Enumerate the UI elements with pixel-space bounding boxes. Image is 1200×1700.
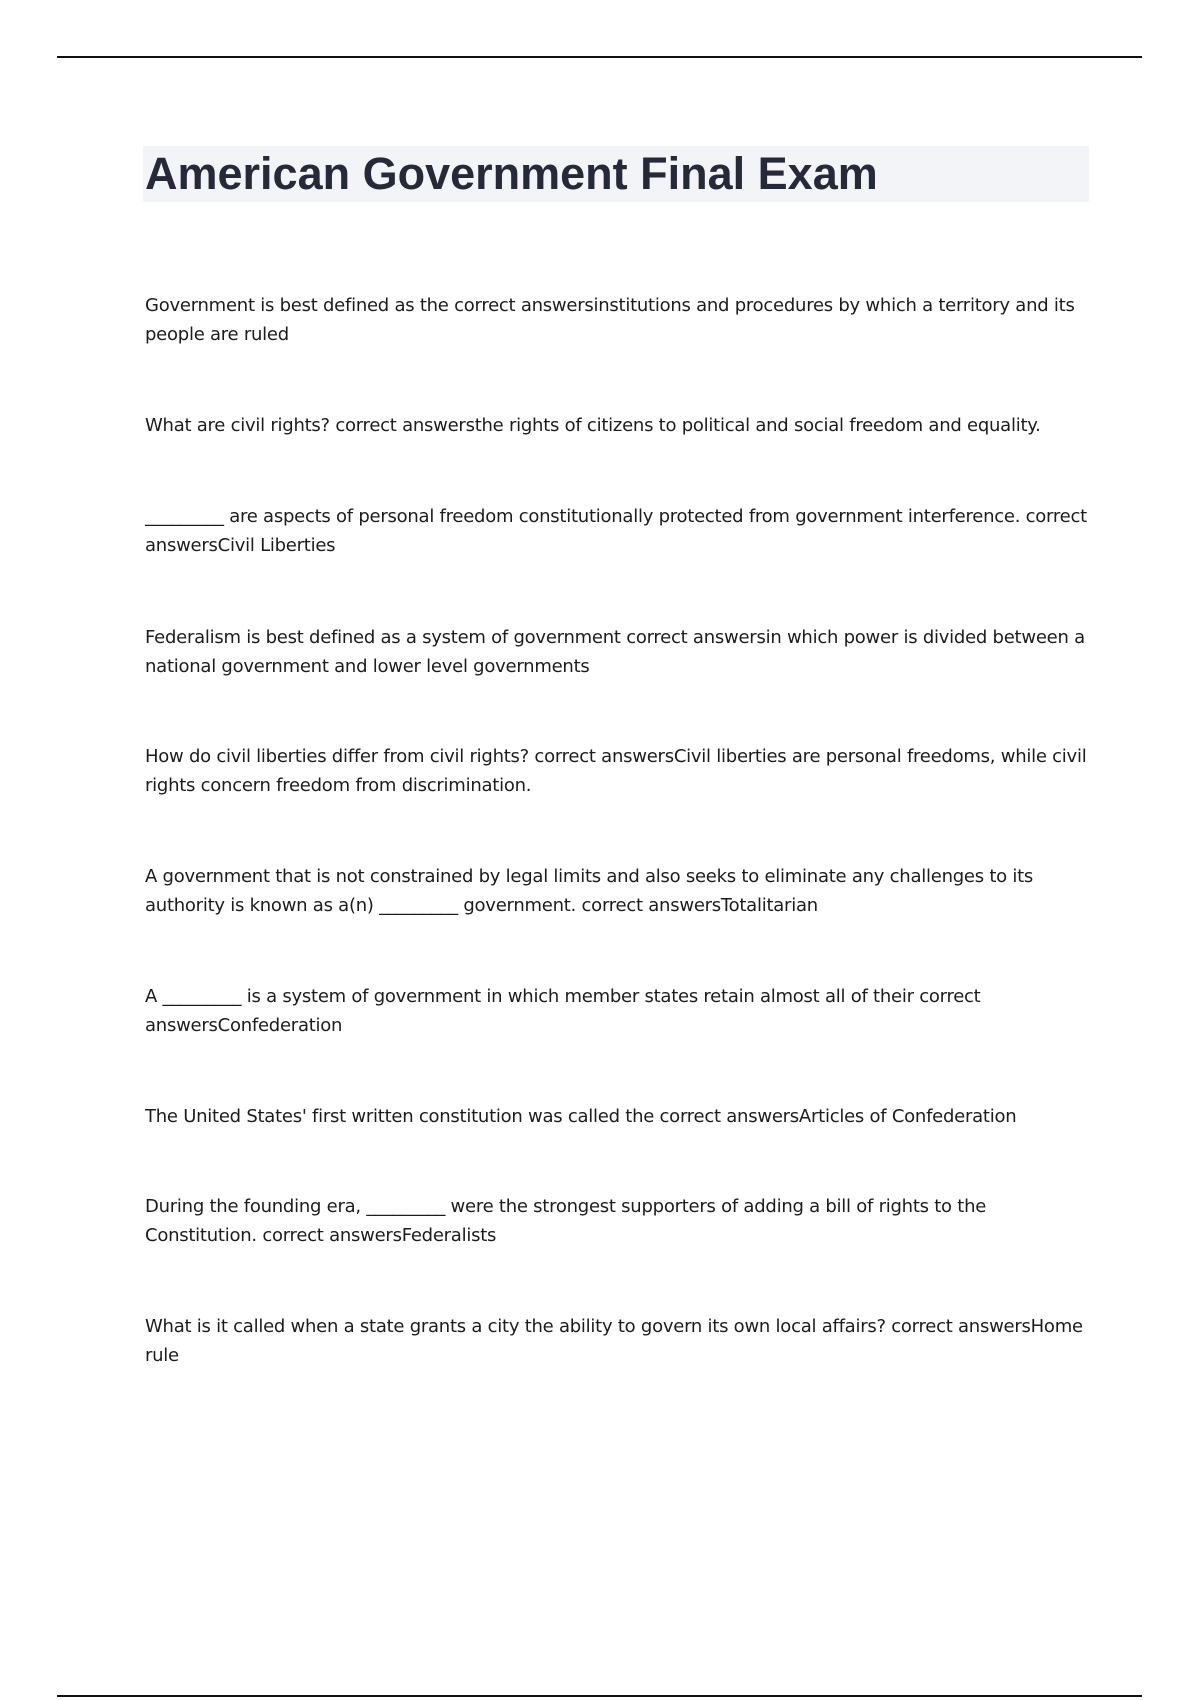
qa-item: A _________ is a system of government in which member states retain almost all of their correct answersConfederation	[145, 986, 981, 1036]
qa-item: Federalism is best defined as a system of government correct answersin which power is divided between a national government and lower level governments	[145, 627, 1085, 677]
qa-item: What are civil rights? correct answersthe rights of citizens to political and social freedom and equality.	[145, 415, 1041, 436]
page-title: American Government Final Exam	[145, 148, 878, 199]
qa-item: How do civil liberties differ from civil rights? correct answersCivil liberties are personal freedoms, while civil rights concern freedom from discrimination.	[145, 746, 1087, 796]
qa-item: What is it called when a state grants a city the ability to govern its own local affairs? correct answersHome rule	[145, 1316, 1083, 1366]
qa-item: Government is best defined as the correct answersinstitutions and procedures by which a territory and its people are ruled	[145, 295, 1075, 345]
footer-rule	[57, 1695, 1142, 1697]
qa-item: A government that is not constrained by legal limits and also seeks to eliminate any challenges to its authority is known as a(n) _________ government. correct answersTotalitarian	[145, 866, 1034, 916]
header-rule	[57, 56, 1142, 58]
qa-item: The United States' first written constitution was called the correct answersArticles of Confederation	[145, 1106, 1017, 1127]
qa-item: During the founding era, _________ were the strongest supporters of adding a bill of rights to the Constitution. correct answersFederalists	[145, 1196, 987, 1246]
qa-item: _________ are aspects of personal freedom constitutionally protected from government interference. correct answersCivil Liberties	[145, 506, 1087, 556]
